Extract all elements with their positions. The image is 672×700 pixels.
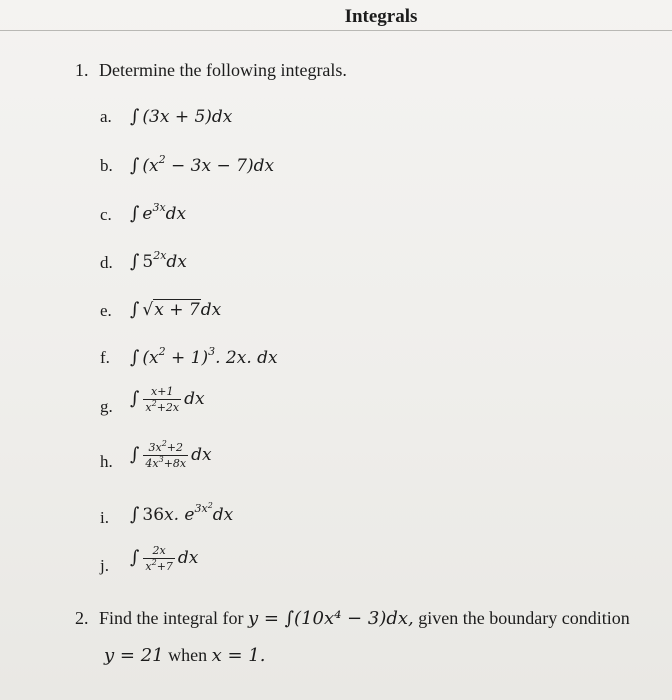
- integral-f: ∫ $(x^2 + 1)^3$. 2x. dx: [130, 345, 278, 368]
- header-divider: [0, 30, 672, 31]
- item-letter-g: g.: [100, 397, 113, 416]
- integral-a: ∫ (3x + 5)dx: [130, 106, 233, 127]
- question-2-line-1: [99, 608, 630, 629]
- integral-c: ∫ $e^{3x}dx$: [130, 201, 187, 224]
- integral-d: ∫ $5^{2x}dx$: [130, 249, 187, 272]
- item-letter-j: j.: [100, 556, 109, 575]
- boundary-when: when: [168, 645, 208, 665]
- question-2-number: 2.: [75, 608, 89, 628]
- boundary-x: x = 1.: [211, 645, 266, 666]
- page-title: Integrals: [344, 6, 418, 27]
- item-letter-e: e.: [100, 301, 112, 320]
- question-1-number: 1.: [75, 60, 89, 80]
- question-2-line-2: [104, 645, 265, 666]
- item-letter-f: f.: [100, 348, 110, 367]
- item-letter-i: i.: [100, 508, 109, 527]
- integral-g: ∫ $\frac{x+1}{x^2+2x}$ dx: [130, 385, 205, 414]
- item-letter-a: a.: [100, 107, 112, 126]
- question-1-text: Determine the following integrals.: [99, 60, 347, 80]
- item-letter-h: h.: [100, 452, 113, 471]
- integral-b: ∫ $(x^2 - 3x - 7)dx$: [130, 153, 275, 176]
- integral-j: ∫ $\frac{2x}{x^2+7}$ dx: [130, 544, 199, 573]
- question-2-lead: Find the integral for: [99, 608, 244, 628]
- item-letter-d: d.: [100, 253, 113, 272]
- item-letter-c: c.: [100, 205, 112, 224]
- question-2-equation: y = ∫(10x⁴ − 3)dx,: [247, 608, 414, 629]
- question-2-tail: given the boundary condition: [418, 608, 630, 628]
- integral-i: ∫ 36x. $e^{3x^2}dx$: [130, 501, 234, 525]
- item-letter-b: b.: [100, 156, 113, 175]
- boundary-value: y = 21: [104, 645, 164, 666]
- integral-h: ∫ $\frac{3x^2+2}{4x^3+8x}$ dx: [130, 439, 212, 470]
- integral-e: ∫ √x + 7dx: [130, 299, 222, 320]
